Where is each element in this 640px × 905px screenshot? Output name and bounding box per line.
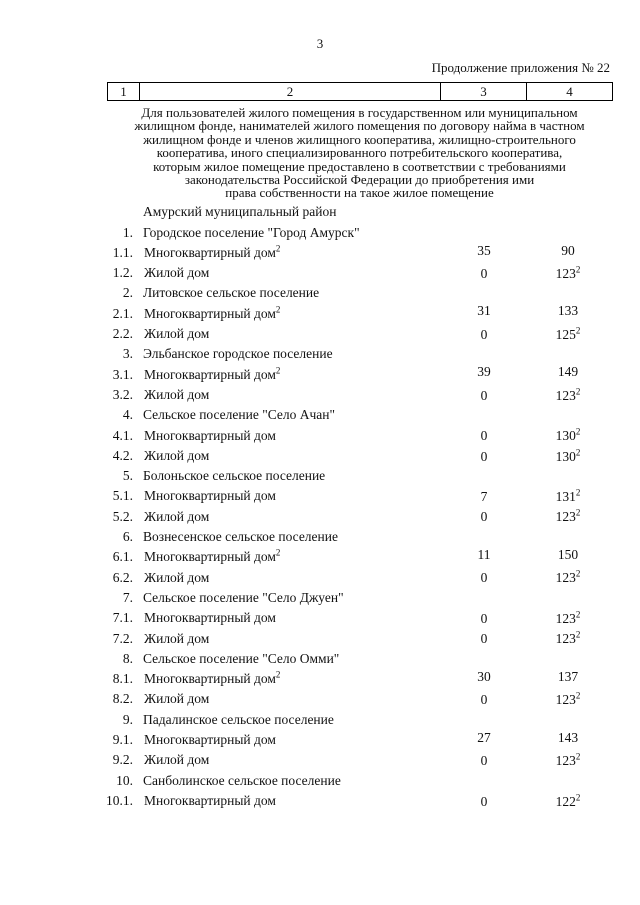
settlement-name: [143, 346, 333, 362]
settlement-name: [143, 285, 319, 301]
column-4-value: [541, 753, 595, 769]
column-4-value: [541, 428, 595, 444]
header-cell-2: 2: [140, 83, 441, 101]
row-number: 4.1.: [112, 427, 133, 443]
row-name-text: Многоквартирный дом: [144, 549, 276, 565]
column-4-value: [541, 669, 595, 685]
row-number: 3.1.: [112, 366, 133, 382]
row-name-text: Многоквартирный дом: [144, 366, 276, 382]
settlement-heading-row: [0, 587, 640, 607]
column-4-number: 150: [557, 547, 579, 563]
column-4-number: 123: [555, 753, 576, 769]
table-row: [0, 607, 640, 627]
footnote-mark: 2: [575, 386, 581, 397]
table-row: [0, 566, 640, 586]
row-name-text: Болоньское сельское поселение: [143, 468, 326, 484]
housing-type: [144, 691, 209, 707]
row-number: 9.2.: [112, 752, 133, 768]
row-number: 1.: [122, 224, 133, 240]
table-row: [0, 546, 640, 566]
housing-type: [144, 448, 209, 464]
row-name-text: Многоквартирный дом: [144, 792, 276, 808]
settlement-table: [0, 201, 640, 810]
settlement-heading-row: [0, 404, 640, 424]
housing-type: [144, 387, 209, 403]
row-number: 1.1.: [112, 244, 133, 260]
row-name-text: Жилой дом: [144, 752, 210, 768]
footnote-mark: 2: [575, 751, 581, 762]
housing-type: [144, 671, 280, 687]
table-row: [0, 424, 640, 444]
row-name-text: Городское поселение "Город Амурск": [143, 224, 360, 240]
header-cell-4: 4: [527, 83, 613, 101]
column-4-value: [541, 692, 595, 708]
row-name-text: Вознесенское сельское поселение: [143, 529, 338, 545]
settlement-name: [143, 712, 334, 728]
row-number: 5.1.: [112, 488, 133, 504]
column-4-value: [541, 509, 595, 525]
row-name-text: Литовское сельское поселение: [143, 285, 320, 301]
settlement-name: [143, 407, 335, 423]
footnote-mark: 2: [575, 609, 581, 620]
footnote-mark: 2: [275, 365, 281, 376]
intro-line: жилищном фонде и членов жилищного кооператива, жилищно-строительного: [143, 131, 576, 147]
row-number: 10.1.: [106, 792, 133, 808]
row-number: 4.: [122, 407, 133, 423]
row-number: 2.2.: [112, 326, 133, 342]
row-number: 2.: [122, 285, 133, 301]
footnote-mark: 2: [275, 669, 281, 680]
column-3-value: 11: [477, 547, 491, 563]
column-3-value: 35: [477, 242, 491, 258]
footnote-mark: 2: [575, 792, 581, 803]
row-name-text: Жилой дом: [144, 508, 210, 524]
row-name-text: Падалинское сельское поселение: [143, 711, 334, 727]
column-4-value: [541, 570, 595, 586]
footnote-mark: 2: [575, 325, 581, 336]
table-row: [0, 485, 640, 505]
column-4-number: 137: [557, 668, 579, 684]
row-number: 3.: [122, 346, 133, 362]
footnote-mark: 2: [275, 547, 281, 558]
settlement-heading-row: [0, 526, 640, 546]
column-3-value: 39: [477, 364, 491, 380]
row-number: 8.2.: [112, 691, 133, 707]
settlement-name: [143, 468, 325, 484]
column-4-number: 130: [555, 428, 576, 444]
column-4-value: [541, 364, 595, 380]
column-4-number: 143: [557, 729, 579, 745]
column-4-value: [541, 327, 595, 343]
footnote-mark: 2: [575, 629, 581, 640]
column-4-value: [541, 547, 595, 563]
row-name-text: Жилой дом: [144, 265, 210, 281]
column-3-value: 0: [480, 265, 488, 281]
column-4-value: [541, 611, 595, 627]
table-row: [0, 505, 640, 525]
column-4-number: 122: [555, 793, 576, 809]
housing-type: [144, 306, 280, 322]
housing-type: [144, 752, 209, 768]
page-number: 3: [316, 36, 324, 51]
housing-type: [144, 245, 280, 261]
row-name-text: Сельское поселение "Село Джуен": [143, 589, 344, 605]
row-name-text: Жилой дом: [144, 447, 210, 463]
settlement-heading-row: [0, 648, 640, 668]
housing-type: [144, 509, 209, 525]
row-name-text: Многоквартирный дом: [144, 244, 276, 260]
row-number: 4.2.: [112, 447, 133, 463]
table-row: [0, 445, 640, 465]
column-3-value: 0: [480, 692, 488, 708]
intro-line: жилищном фонде, нанимателей жилого помещения по договору найма в частном: [134, 118, 585, 134]
settlement-heading-row: [0, 769, 640, 789]
housing-type: [144, 570, 209, 586]
row-name-text: Сельское поселение "Село Омми": [143, 650, 340, 666]
column-3-value: 27: [477, 729, 491, 745]
column-4-number: 123: [555, 692, 576, 708]
district-title-row: [0, 201, 640, 221]
column-4-number: 123: [555, 265, 576, 281]
footnote-mark: 2: [575, 264, 581, 275]
row-number: 6.1.: [112, 549, 133, 565]
footnote-mark: 2: [275, 243, 281, 254]
settlement-heading-row: [0, 465, 640, 485]
row-name-text: Многоквартирный дом: [144, 305, 276, 321]
table-row: [0, 323, 640, 343]
column-4-number: 125: [555, 326, 576, 342]
housing-type: [144, 265, 209, 281]
table-row: [0, 384, 640, 404]
row-number: 7.2.: [112, 630, 133, 646]
row-number: 2.1.: [112, 305, 133, 321]
column-4-number: 133: [557, 303, 579, 319]
row-number: 5.2.: [112, 508, 133, 524]
row-number: 3.2.: [112, 386, 133, 402]
category-description: [107, 106, 612, 200]
table-row: [0, 668, 640, 688]
footnote-mark: 2: [575, 690, 581, 701]
column-3-value: 0: [480, 509, 488, 525]
row-number: 8.: [122, 650, 133, 666]
settlement-heading-row: [0, 343, 640, 363]
table-row: [0, 749, 640, 769]
column-4-number: 123: [555, 631, 576, 647]
column-4-value: [541, 303, 595, 319]
column-3-value: 7: [480, 489, 488, 505]
row-name-text: Эльбанское городское поселение: [143, 346, 333, 362]
footnote-mark: 2: [575, 447, 581, 458]
column-4-number: 123: [555, 570, 576, 586]
row-name-text: Многоквартирный дом: [144, 610, 276, 626]
intro-line: кооператива, иного специализированного потребительского кооператива,: [156, 145, 563, 161]
row-name-text: Жилой дом: [144, 569, 210, 585]
row-number: 9.: [122, 711, 133, 727]
housing-type: [144, 610, 276, 626]
housing-type: [144, 549, 280, 565]
table-row: [0, 363, 640, 383]
column-4-number: 131: [555, 489, 576, 505]
row-number: 10.: [116, 772, 133, 788]
housing-type: [144, 631, 209, 647]
column-3-value: 0: [480, 448, 488, 464]
footnote-mark: 2: [575, 426, 581, 437]
row-name-text: Многоквартирный дом: [144, 671, 276, 687]
row-number: 6.: [122, 529, 133, 545]
intro-line: права собственности на такое жилое помещение: [225, 185, 494, 201]
column-4-number: 123: [555, 509, 576, 525]
column-4-value: [541, 449, 595, 465]
table-row: [0, 302, 640, 322]
column-3-value: 0: [480, 793, 488, 809]
intro-line: Для пользователей жилого помещения в государственном или муниципальном: [141, 105, 578, 120]
row-name-text: Многоквартирный дом: [144, 732, 276, 748]
row-name-text: Жилой дом: [144, 326, 210, 342]
settlement-name: [143, 773, 341, 789]
column-3-value: 0: [480, 753, 488, 769]
table-row: [0, 242, 640, 262]
row-name-text: Санболинское сельское поселение: [143, 772, 341, 788]
settlement-name: [143, 590, 344, 606]
row-number: 6.2.: [112, 569, 133, 585]
table-row: [0, 627, 640, 647]
settlement-name: [143, 225, 360, 241]
column-4-number: 149: [557, 364, 579, 380]
table-row: [0, 790, 640, 810]
settlement-heading-row: [0, 221, 640, 241]
column-number-header: [107, 82, 613, 101]
footnote-mark: 2: [575, 507, 581, 518]
row-name-text: Сельское поселение "Село Ачан": [143, 407, 336, 423]
column-4-value: [541, 730, 595, 746]
housing-type: [144, 732, 276, 748]
row-number: 9.1.: [112, 732, 133, 748]
header-cell-1: 1: [108, 83, 140, 101]
housing-type: [144, 367, 280, 383]
intro-line: законодательства Российской Федерации до приобретения ими: [184, 172, 535, 188]
housing-type: [144, 326, 209, 342]
column-3-value: 0: [480, 387, 488, 403]
housing-type: [144, 488, 276, 504]
column-4-number: 90: [561, 242, 575, 258]
row-name-text: Многоквартирный дом: [144, 488, 276, 504]
table-row: [0, 729, 640, 749]
column-3-value: 0: [480, 610, 488, 626]
housing-type: [144, 793, 276, 809]
column-3-value: 0: [480, 428, 488, 444]
column-4-value: [541, 489, 595, 505]
table-row: [0, 688, 640, 708]
row-number: 5.: [122, 468, 133, 484]
row-number: 8.1.: [112, 671, 133, 687]
header-cell-3: 3: [441, 83, 527, 101]
column-4-value: [541, 243, 595, 259]
footnote-mark: 2: [575, 568, 581, 579]
district-title: Амурский муниципальный район: [143, 204, 337, 220]
row-number: 7.1.: [112, 610, 133, 626]
column-3-value: 0: [480, 631, 488, 647]
row-number: 1.2.: [112, 265, 133, 281]
column-3-value: 0: [480, 570, 488, 586]
intro-line: которым жилое помещение предоставлено в соответствии с требованиями: [153, 158, 566, 174]
footnote-mark: 2: [275, 304, 281, 315]
table-row: [0, 262, 640, 282]
column-4-value: [541, 388, 595, 404]
column-3-value: 30: [477, 668, 491, 684]
footnote-mark: 2: [575, 487, 581, 498]
column-4-number: 130: [555, 448, 576, 464]
column-4-value: [541, 266, 595, 282]
row-name-text: Жилой дом: [144, 386, 210, 402]
housing-type: [144, 428, 276, 444]
column-4-value: [541, 794, 595, 810]
settlement-name: [143, 651, 339, 667]
column-3-value: 0: [480, 326, 488, 342]
column-4-value: [541, 631, 595, 647]
settlement-name: [143, 529, 338, 545]
settlement-heading-row: [0, 282, 640, 302]
settlement-heading-row: [0, 708, 640, 728]
column-4-number: 123: [555, 610, 576, 626]
row-number: 7.: [122, 589, 133, 605]
appendix-continuation: Продолжение приложения № 22: [431, 60, 610, 75]
column-3-value: 31: [477, 303, 491, 319]
row-name-text: Многоквартирный дом: [144, 427, 276, 443]
column-4-number: 123: [555, 387, 576, 403]
row-name-text: Жилой дом: [144, 630, 210, 646]
row-name-text: Жилой дом: [144, 691, 210, 707]
